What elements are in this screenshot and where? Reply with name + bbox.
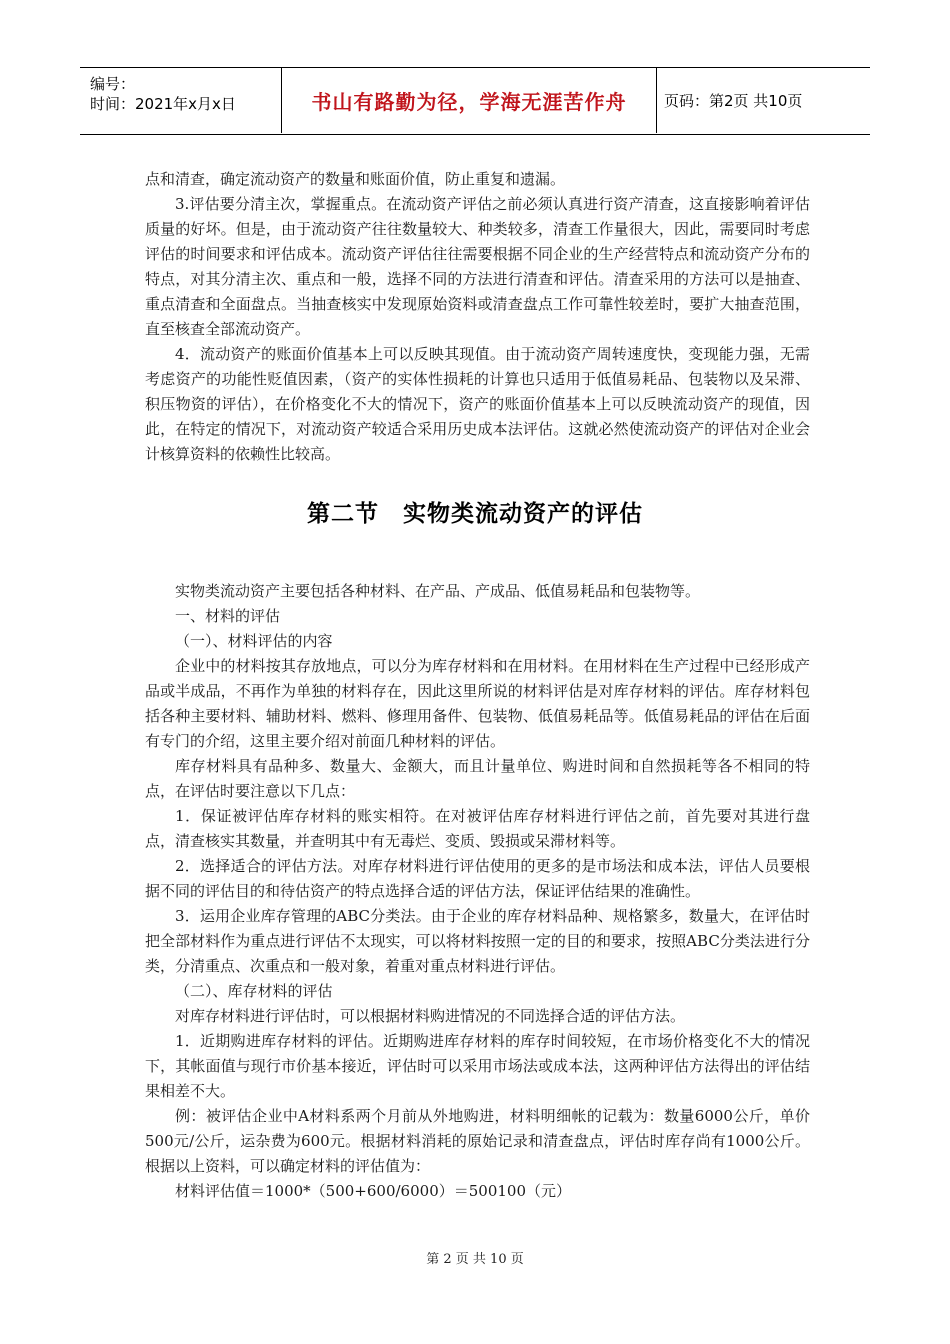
paragraph: 3.评估要分清主次，掌握重点。在流动资产评估之前必须认真进行资产清查，这直接影响着评估质量的好坏。但是，由于流动资产往往数量较大、种类较多，清查工作量很大，因此，需要同时考虑评估的时间要求和评估成本。流动资产评估往往需要根据不同企业的生产经营特点和流动资产分布的特点，对其分清主次、重点和一般，选择不同的方法进行清查和评估。清查采用的方法可以是抽查、重点清查和全面盘点。当抽查核实中发现原始资料或清查盘点工作可靠性较差时，要扩大抽查范围，直至核查全部流动资产。 <box>145 195 810 338</box>
page-footer: 第 2 页 共 10 页 <box>426 1252 524 1267</box>
paragraph: 2．选择适合的评估方法。对库存材料进行评估使用的更多的是市场法和成本法，评估人员要根据不同的评估目的和待估资产的特点选择合适的评估方法，保证评估结果的准确性。 <box>145 857 810 900</box>
paragraph: 点和清查，确定流动资产的数量和账面价值，防止重复和遗漏。 <box>145 170 566 188</box>
paragraph: 例：被评估企业中A材料系两个月前从外地购进，材料明细帐的记载为：数量6000公斤，单价500元/公斤，运杂费为600元。根据材料消耗的原始记录和清查盘点，评估时库存尚有1000公斤。根据以上资料，可以确定材料的评估值为： <box>145 1107 810 1175</box>
section-title: 第二节 实物类流动资产的评估 <box>307 501 643 527</box>
paragraph: 3．运用企业库存管理的ABC分类法。由于企业的库存材料品种、规格繁多，数量大，在评估时把全部材料作为重点进行评估不太现实，可以将材料按照一定的目的和要求，按照ABC分类法进行分类，分清重点、次重点和一般对象，着重对重点材料进行评估。 <box>145 907 810 975</box>
header-number-label: 编号： <box>90 75 136 93</box>
page-header <box>80 67 870 135</box>
formula: 材料评估值＝1000*（500+600/6000）＝500100（元） <box>175 1182 571 1200</box>
subheading: （一）、材料评估的内容 <box>175 632 333 650</box>
section-a-text <box>145 167 810 467</box>
subheading: 一、材料的评估 <box>175 607 281 625</box>
paragraph: 企业中的材料按其存放地点，可以分为库存材料和在用材料。在用材料在生产过程中已经形成产品或半成品，不再作为单独的材料存在，因此这里所说的材料评估是对库存材料的评估。库存材料包括各种主要材料、辅助材料、燃料、修理用备件、包装物、低值易耗品等。低值易耗品的评估在后面有专门的介绍，这里主要介绍对前面几种材料的评估。 <box>145 657 810 750</box>
paragraph: 4．流动资产的账面价值基本上可以反映其现值。由于流动资产周转速度快，变现能力强，无需考虑资产的功能性贬值因素，（资产的实体性损耗的计算也只适用于低值易耗品、包装物以及呆滞、积压物资的评估），在价格变化不大的情况下，资产的账面价值基本上可以反映流动资产的现值，因此，在特定的情况下，对流动资产较适合采用历史成本法评估。这就必然使流动资产的评估对企业会计核算资料的依赖性比较高。 <box>145 345 810 463</box>
paragraph: 库存材料具有品种多、数量大、金额大，而且计量单位、购进时间和自然损耗等各不相同的特点，在评估时要注意以下几点： <box>145 757 810 800</box>
header-page-info: 页码：第2页 共10页 <box>664 92 803 110</box>
subheading: （二）、库存材料的评估 <box>175 982 333 1000</box>
paragraph: 1．近期购进库存材料的评估。近期购进库存材料的库存时间较短，在市场价格变化不大的情况下，其帐面值与现行市价基本接近，评估时可以采用市场法或成本法，这两种评估方法得出的评估结果相差不大。 <box>145 1032 810 1100</box>
header-date-label: 时间：2021年x月x日 <box>90 95 236 113</box>
header-motto: 书山有路勤为径，学海无涯苦作舟 <box>281 68 657 133</box>
paragraph: 1．保证被评估库存材料的账实相符。在对被评估库存材料进行评估之前，首先要对其进行盘点，清查核实其数量，并查明其中有无毒烂、变质、毁损或呆滞材料等。 <box>145 807 810 850</box>
section-b-text <box>145 579 810 1204</box>
header-meta <box>90 74 280 114</box>
paragraph: 对库存材料进行评估时，可以根据材料购进情况的不同选择合适的评估方法。 <box>175 1007 686 1025</box>
paragraph: 实物类流动资产主要包括各种材料、在产品、产成品、低值易耗品和包装物等。 <box>175 582 701 600</box>
